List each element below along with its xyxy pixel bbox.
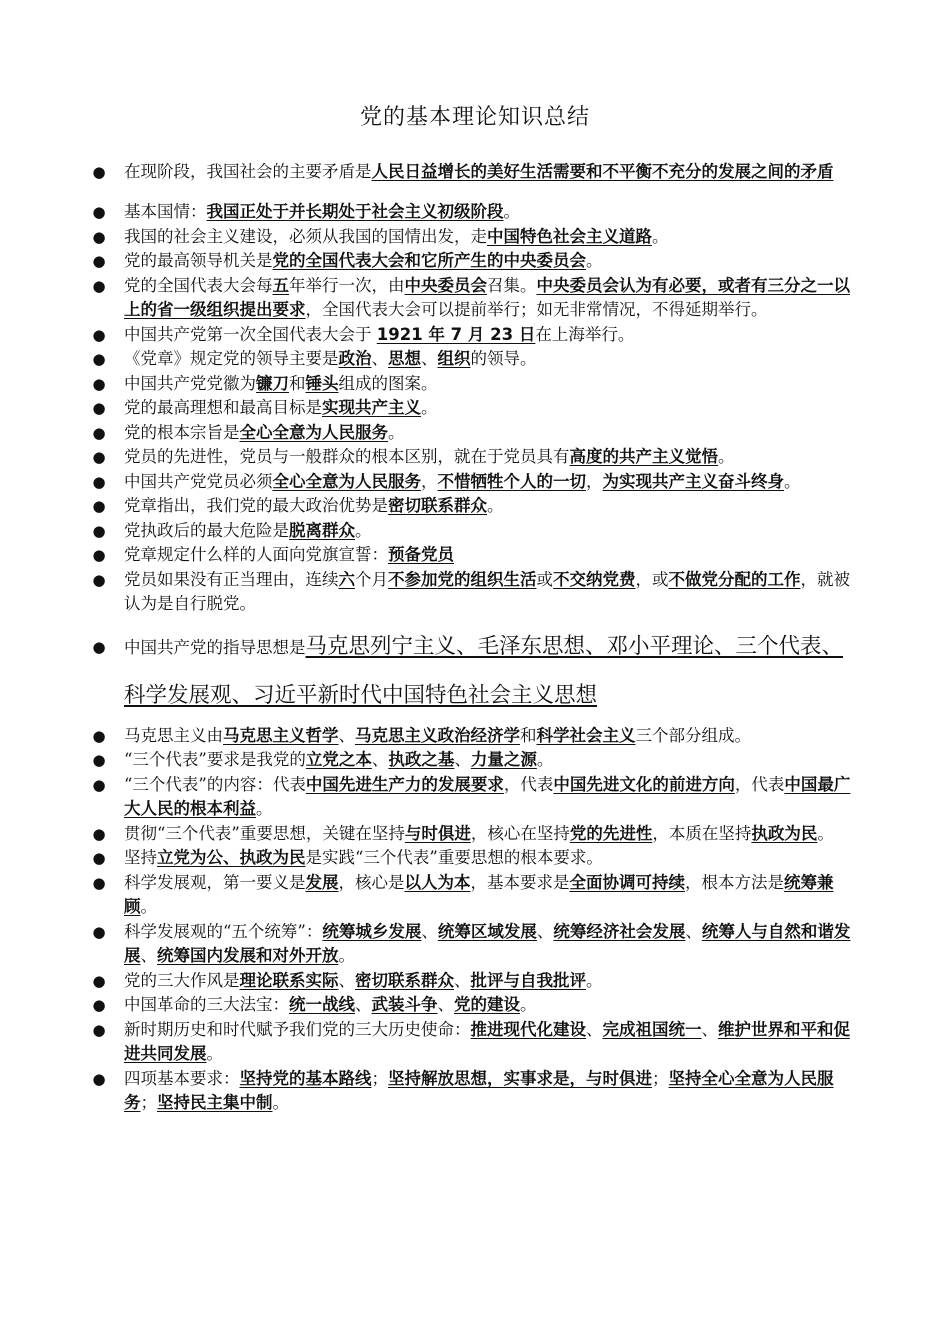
item-text: 、 <box>355 995 372 1014</box>
key-term: 中央委员会认为有必要，或者有三分之一以上的省一级组织提出要求 <box>124 275 850 319</box>
item-text: ，全国代表大会可以提前举行；如无非常情况，不得延期举行。 <box>305 300 768 319</box>
list-item <box>0 274 950 323</box>
key-term: 不惜牺牲个人的一切 <box>437 471 586 491</box>
key-term: 不交纳党费 <box>553 569 636 589</box>
item-text: 党章指出，我们党的最大政治优势是 <box>124 496 388 515</box>
bullet-icon: ● <box>92 472 106 491</box>
item-text: 、 <box>371 750 389 769</box>
key-term: 统筹人与自然和谐发展 <box>124 921 851 965</box>
key-term: 脱离群众 <box>289 520 355 540</box>
list-item <box>0 445 950 470</box>
item-text: ， <box>421 471 438 491</box>
key-term: 与时俱进 <box>404 823 471 843</box>
key-term: 发展 <box>305 872 339 892</box>
item-text: 。 <box>272 1093 289 1112</box>
list-item <box>0 494 950 519</box>
item-text: 中国共产党的指导思想是 <box>124 637 306 657</box>
item-text: ； <box>652 1068 669 1088</box>
key-term: 全面协调可持续 <box>569 872 685 892</box>
bullet-icon: ● <box>92 276 106 295</box>
key-term: 立党为公、执政为民 <box>157 848 306 867</box>
bullet-icon: ● <box>92 751 106 769</box>
item-text: 、 <box>536 921 554 941</box>
key-term: 为实现共产主义奋斗终身 <box>602 471 784 491</box>
item-text: 。 <box>586 970 603 990</box>
page-title: 党的基本理论知识总结 <box>359 105 590 130</box>
item-text: 、 <box>685 921 702 941</box>
key-term: 统筹区域发展 <box>437 921 537 941</box>
bullet-icon: ● <box>92 873 106 892</box>
bullet-icon: ● <box>92 1069 106 1088</box>
item-text: 个月 <box>355 569 388 589</box>
key-term: 组织 <box>437 349 471 368</box>
key-term: 科学社会主义 <box>536 725 636 745</box>
item-text: 四项基本要求： <box>124 1068 240 1088</box>
bullet-icon: ● <box>92 497 106 515</box>
item-text: ，核心是 <box>338 872 405 892</box>
item-text: 和 <box>520 725 537 745</box>
item-text: 党的三大作风是 <box>124 970 240 990</box>
key-term: 统一战线 <box>289 995 355 1014</box>
item-text: 党的全国代表大会每 <box>124 275 273 295</box>
list-item <box>0 225 950 250</box>
list-item <box>0 396 950 421</box>
key-term: 坚持民主集中制 <box>157 1093 273 1112</box>
bullet-icon: ● <box>92 252 106 270</box>
bullet-icon: ● <box>92 971 106 990</box>
key-term: 立党之本 <box>305 750 372 769</box>
item-text: ，根本方法是 <box>685 872 784 892</box>
item-text: 、 <box>437 995 454 1014</box>
list-item <box>0 372 950 397</box>
key-term: 坚持党的基本路线 <box>239 1068 372 1088</box>
list-item <box>0 249 950 274</box>
bullet-icon: ● <box>92 399 106 417</box>
key-term: 1921 年 7 月 23 日 <box>376 324 536 344</box>
key-term: 统筹国内发展和对外开放 <box>157 946 339 965</box>
item-text: ，基本要求是 <box>470 872 570 892</box>
item-text: ； <box>371 1068 388 1088</box>
list-item <box>0 846 950 871</box>
key-term: 人民日益增长的美好生活需要和不平衡不充分的发展之间的矛盾 <box>371 162 834 181</box>
item-text: 坚持 <box>124 848 157 867</box>
item-text: 党员的先进性，党员与一般群众的根本区别，就在于党员具有 <box>124 447 570 466</box>
item-text: 在上海举行。 <box>535 324 635 344</box>
item-text: 。 <box>487 496 504 515</box>
key-term: 镰刀 <box>256 373 289 393</box>
bullet-icon: ● <box>92 775 106 794</box>
bullet-icon: ● <box>92 1020 106 1039</box>
item-text: ， <box>586 471 603 491</box>
list-item <box>0 920 950 969</box>
key-term: 中国最广大人民的根本利益 <box>124 774 851 818</box>
bullet-icon: ● <box>92 448 106 466</box>
item-text: 基本国情： <box>124 202 207 221</box>
key-term: 我国正处于并长期处于社会主义初级阶段 <box>206 202 504 221</box>
item-text: 。 <box>421 398 438 417</box>
key-term: 中国先进文化的前进方向 <box>553 774 735 794</box>
item-text: 。 <box>817 823 834 843</box>
key-term: 武装斗争 <box>371 995 438 1014</box>
item-text: 的领导。 <box>470 349 537 368</box>
key-term: 五 <box>272 275 289 295</box>
bullet-icon: ● <box>92 849 106 867</box>
bullet-icon: ● <box>92 227 106 246</box>
item-text: 科学发展观，第一要义是 <box>124 872 306 892</box>
key-term: 全心全意为人民服务 <box>272 471 421 491</box>
key-term: 统筹兼顾 <box>124 872 834 916</box>
item-text: 、 <box>338 725 355 745</box>
key-term: 中国特色社会主义道路 <box>487 226 652 246</box>
key-term: 执政为民 <box>751 823 818 843</box>
bullet-icon: ● <box>92 726 106 745</box>
key-term: 党的全国代表大会和它所产生的中央委员会 <box>272 251 586 270</box>
key-term: 党的建设 <box>454 995 520 1014</box>
list-item <box>0 724 950 749</box>
bullet-icon: ● <box>92 374 106 393</box>
item-text: 。 <box>256 799 273 818</box>
bullet-icon: ● <box>92 824 106 843</box>
key-term: 统筹城乡发展 <box>322 921 422 941</box>
bullet-icon: ● <box>92 922 106 941</box>
item-text: 、 <box>586 1019 603 1039</box>
key-term: 中国先进生产力的发展要求 <box>305 774 504 794</box>
item-text: 中国革命的三大法宝： <box>124 995 289 1014</box>
item-text: 科学发展观的“五个统筹”： <box>124 921 323 941</box>
key-term: 统筹经济社会发展 <box>553 921 686 941</box>
key-term: 实现共产主义 <box>322 398 421 417</box>
key-term: 高度的共产主义觉悟 <box>569 447 718 466</box>
key-term: 马克思主义哲学 <box>223 725 339 745</box>
key-term: 不做党分配的工作 <box>668 569 801 589</box>
list-item <box>0 543 950 568</box>
list-item <box>0 1067 950 1116</box>
item-text: 我国的社会主义建设，必须从我国的国情出发，走 <box>124 226 487 246</box>
item-text: 。 <box>718 447 735 466</box>
key-term: 以人为本 <box>404 872 471 892</box>
item-text: 、 <box>140 946 157 965</box>
item-text: 中国共产党党徽为 <box>124 373 256 393</box>
item-text: “三个代表”的内容：代表 <box>124 774 306 794</box>
bullet-icon: ● <box>92 570 106 589</box>
list-item <box>0 347 950 372</box>
key-term: 密切联系群众 <box>355 970 454 990</box>
item-text: 。 <box>784 471 801 491</box>
key-term: 思想 <box>388 349 421 368</box>
item-text: ，或 <box>635 569 669 589</box>
key-term: 政治 <box>338 349 372 368</box>
item-text: 贯彻“三个代表”重要思想，关键在坚持 <box>124 823 405 843</box>
key-term: 不参加党的组织生活 <box>388 569 537 589</box>
item-text: 党的最高领导机关是 <box>124 251 273 270</box>
item-text: 三个部分组成。 <box>635 725 751 745</box>
key-term: 维护世界和平和促进共同发展 <box>124 1019 850 1063</box>
item-text: 、 <box>371 349 388 368</box>
key-term: 马克思主义政治经济学 <box>355 725 520 745</box>
key-term: 锤头 <box>305 373 339 393</box>
item-text: 党章规定什么样的人面向党旗宣誓： <box>124 545 388 564</box>
key-term: 理论联系实际 <box>239 970 339 990</box>
bullet-icon: ● <box>92 996 106 1014</box>
key-term: 中央委员会 <box>404 275 487 295</box>
key-term: 马克思列宁主义、毛泽东思想、邓小平理论、三个代表、科学发展观、习近平新时代中国特色社会主义思想 <box>124 633 844 708</box>
key-term: 完成祖国统一 <box>602 1019 702 1039</box>
list-item <box>0 323 950 348</box>
item-text: 在现阶段，我国社会的主要矛盾是 <box>124 162 372 181</box>
item-text: 。 <box>206 1044 223 1063</box>
item-text: 、 <box>454 970 471 990</box>
item-text: 《党章》规定党的领导主要是 <box>124 349 339 368</box>
bullet-icon: ● <box>92 325 106 344</box>
key-term: 党的先进性 <box>569 823 653 843</box>
list-item <box>0 623 950 720</box>
item-text: 。 <box>536 750 554 769</box>
item-text: ，本质在坚持 <box>652 823 752 843</box>
item-text: 和 <box>289 373 306 393</box>
item-text: 、 <box>421 349 438 368</box>
key-term: 坚持解放思想，实事求是，与时俱进 <box>388 1068 652 1088</box>
list-item <box>0 568 950 617</box>
bullet-icon: ● <box>92 203 106 221</box>
list-item <box>0 773 950 822</box>
item-text: 或 <box>536 569 553 589</box>
item-text: 党的根本宗旨是 <box>124 422 240 442</box>
list-item <box>0 470 950 495</box>
bullet-icon: ● <box>92 423 106 442</box>
list-item <box>0 148 950 196</box>
item-text: 马克思主义由 <box>124 725 223 745</box>
item-text: ，代表 <box>503 774 554 794</box>
item-text: 中国共产党党员必须 <box>124 471 273 491</box>
item-text: 党员如果没有正当理由，连续 <box>124 569 339 589</box>
item-text: 党的最高理想和最高目标是 <box>124 398 322 417</box>
item-text: 、 <box>421 921 438 941</box>
list-item <box>0 993 950 1018</box>
item-text: 是实践“三个代表”重要思想的根本要求。 <box>305 848 603 867</box>
item-text: 。 <box>140 897 157 916</box>
item-text: 。 <box>338 946 355 965</box>
item-text: 。 <box>652 226 669 246</box>
key-term: 全心全意为人民服务 <box>239 422 388 442</box>
key-term: 密切联系群众 <box>388 496 487 515</box>
list-item <box>0 519 950 544</box>
bullet-icon: ● <box>92 350 106 368</box>
item-text: 。 <box>503 202 520 221</box>
key-term: 坚持全心全意为人民服务 <box>124 1068 834 1112</box>
item-text: 。 <box>520 995 537 1014</box>
list-item <box>0 200 950 225</box>
item-text: 、 <box>338 970 355 990</box>
bullet-list <box>0 148 950 1116</box>
item-text: 党执政后的最大危险是 <box>124 520 289 540</box>
item-text: 召集。 <box>487 275 537 295</box>
bullet-icon: ● <box>92 637 106 656</box>
list-item <box>0 822 950 847</box>
item-text: 。 <box>586 251 603 270</box>
list-item <box>0 969 950 994</box>
key-term: 执政之基 <box>388 750 455 769</box>
list-item <box>0 871 950 920</box>
item-text: 、 <box>701 1019 718 1039</box>
key-term: 预备党员 <box>388 545 454 564</box>
item-text: ，就被认为是自行脱党。 <box>124 569 850 613</box>
bullet-icon: ● <box>92 546 106 564</box>
item-text: 组成的图案。 <box>338 373 438 393</box>
key-term: 力量之源 <box>470 750 537 769</box>
item-text: ； <box>140 1093 157 1112</box>
item-text: 。 <box>388 422 405 442</box>
item-text: “三个代表”要求是我党的 <box>124 750 306 769</box>
item-text: ，核心在坚持 <box>470 823 570 843</box>
bullet-icon: ● <box>92 163 106 181</box>
item-text: ，代表 <box>734 774 785 794</box>
key-term: 六 <box>338 569 355 589</box>
item-text: 中国共产党第一次全国代表大会于 <box>124 324 377 344</box>
item-text: 新时期历史和时代赋予我们党的三大历史使命： <box>124 1019 471 1039</box>
key-term: 批评与自我批评 <box>470 970 586 990</box>
list-item <box>0 748 950 773</box>
item-text: 、 <box>454 750 471 769</box>
item-text: 年举行一次，由 <box>289 275 405 295</box>
item-text: 。 <box>355 520 372 540</box>
bullet-icon: ● <box>92 521 106 540</box>
list-item <box>0 421 950 446</box>
list-item <box>0 1018 950 1067</box>
key-term: 推进现代化建设 <box>470 1019 586 1039</box>
